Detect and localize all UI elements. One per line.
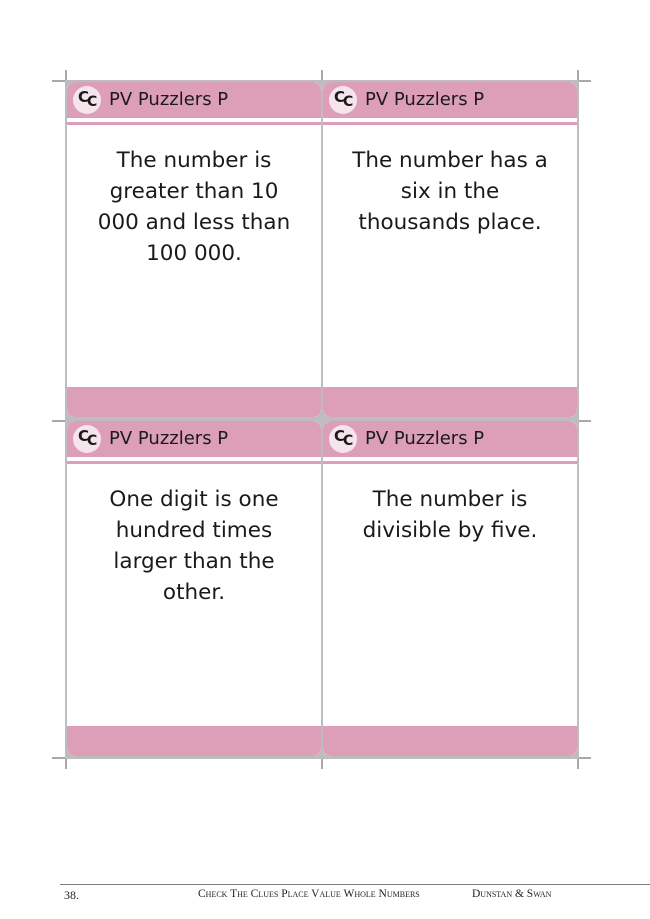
header-divider — [67, 461, 321, 464]
card-footer-band — [323, 387, 577, 417]
card-clue-text: One digit is one hundred times larger than the other. — [109, 487, 279, 605]
card-title: PV Puzzlers P — [109, 89, 229, 110]
book-title: Check The Clues Place Value Whole Numbers — [198, 888, 420, 900]
card-header — [67, 421, 321, 457]
publisher-name: Dunstan & Swan — [472, 888, 552, 900]
crop-mark-bottom-right-h — [577, 757, 591, 759]
clue-card-sheet — [65, 80, 579, 759]
page-footer-rule — [60, 884, 650, 885]
card-footer-band — [67, 726, 321, 756]
card-title: PV Puzzlers P — [365, 428, 485, 449]
header-divider — [323, 122, 577, 125]
card-title: PV Puzzlers P — [365, 89, 485, 110]
card-footer-band — [67, 387, 321, 417]
card-clue-text: The number is greater than 10 000 and less than 100 000. — [97, 148, 291, 266]
header-divider — [323, 461, 577, 464]
clue-card — [67, 82, 321, 417]
cc-logo-icon: C C — [329, 86, 357, 114]
card-footer-band — [323, 726, 577, 756]
clue-card — [67, 421, 321, 756]
clue-card — [323, 421, 577, 756]
page-number: 38. — [64, 888, 79, 902]
cc-logo-icon: C C — [73, 425, 101, 453]
cc-logo-icon: C C — [329, 425, 357, 453]
card-clue-text: The number is divisible by five. — [362, 487, 538, 543]
card-clue-text: The number has a six in the thousands place. — [352, 148, 548, 235]
clue-card — [323, 82, 577, 417]
card-title: PV Puzzlers P — [109, 428, 229, 449]
card-header — [67, 82, 321, 118]
card-header — [323, 421, 577, 457]
crop-mark-top-right-h — [577, 80, 591, 82]
card-header — [323, 82, 577, 118]
crop-mark-mid-right-h — [577, 420, 591, 422]
cc-logo-icon: C C — [73, 86, 101, 114]
header-divider — [67, 122, 321, 125]
